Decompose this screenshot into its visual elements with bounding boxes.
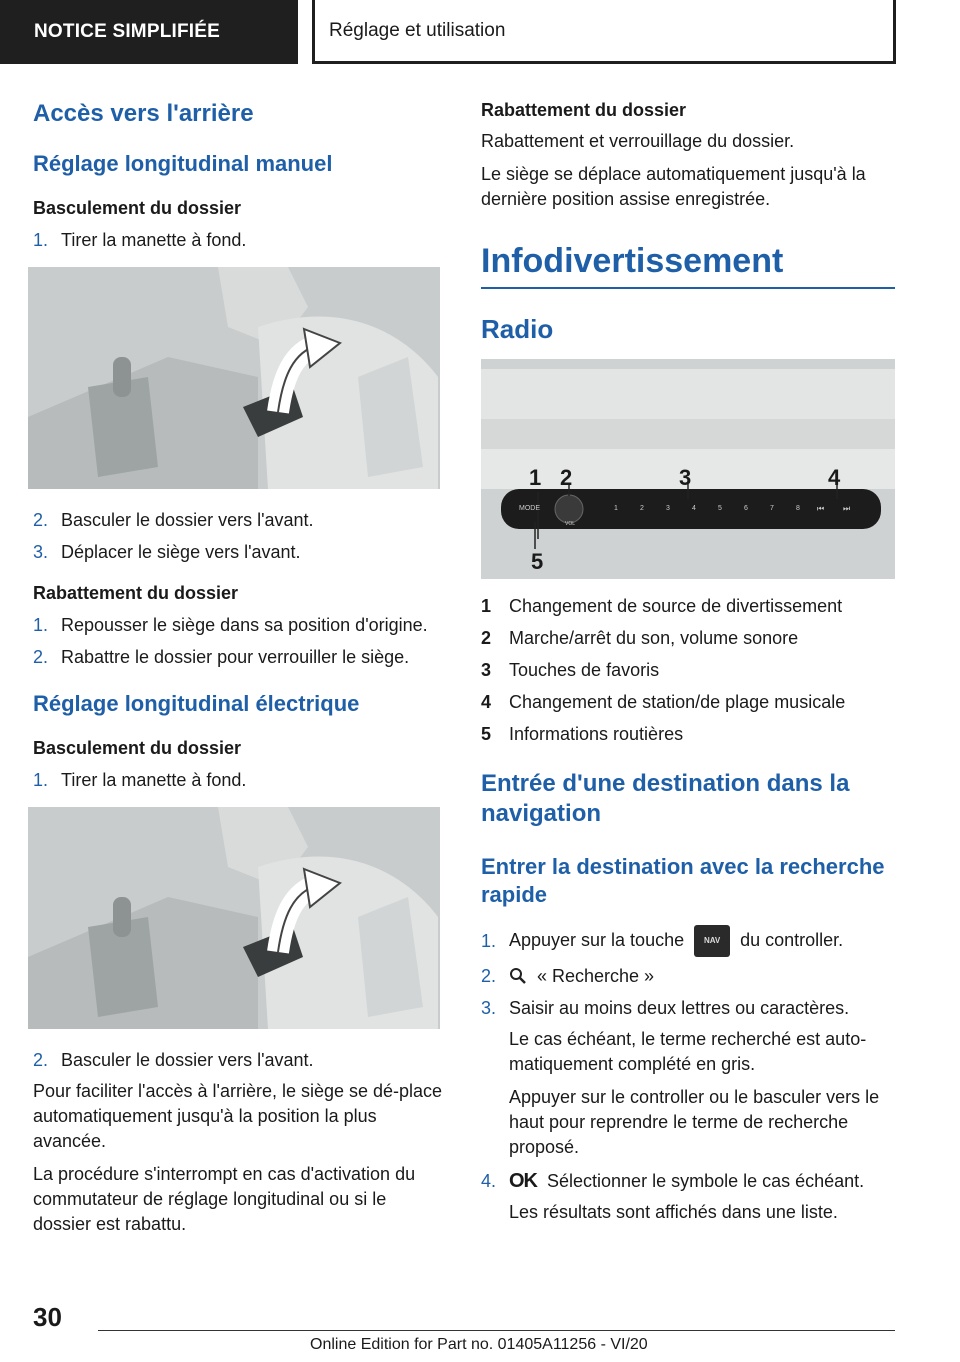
seat-illustration bbox=[28, 807, 440, 1029]
paragraph: Rabattement et verrouillage du dossier. bbox=[481, 131, 795, 151]
preset-label: 3 bbox=[666, 505, 670, 512]
paragraph: Pour faciliter l'accès à l'arrière, le siège se dé-place automatiquement jusqu'à la position la plus avancée. bbox=[33, 1081, 443, 1151]
legend-item: 4 Changement de station/de plage musicale bbox=[481, 692, 846, 712]
access-title: Accès vers l'arrière bbox=[33, 100, 254, 127]
paragraph: Appuyer sur le controller ou le basculer vers le haut pour reprendre le terme de recherche proposé. bbox=[509, 1087, 880, 1157]
section-title: NOTICE SIMPLIFIÉE bbox=[34, 21, 221, 42]
radio-label: 5 bbox=[531, 549, 544, 574]
vol-button-label: VOL bbox=[565, 521, 576, 527]
seat-image-2 bbox=[28, 807, 440, 1029]
nav-heading: Entrée d'une destination dans la navigation bbox=[481, 770, 850, 827]
seat-image-1 bbox=[28, 267, 440, 489]
preset-label: 6 bbox=[744, 505, 748, 512]
manual-heading: Réglage longitudinal manuel bbox=[33, 151, 333, 176]
fold-heading: Rabattement du dossier bbox=[481, 100, 687, 120]
radio-heading: Radio bbox=[481, 314, 554, 344]
step: 1. Tirer la manette à fond. bbox=[33, 770, 247, 790]
paragraph: Le cas échéant, le terme recherché est auto-matiquement complété en gris. bbox=[509, 1029, 867, 1074]
radio-label: 3 bbox=[679, 465, 692, 490]
tilt-heading: Basculement du dossier bbox=[33, 738, 242, 758]
paragraph: Le siège se déplace automatiquement jusqu'à la dernière position assise enregistrée. bbox=[481, 164, 866, 209]
step: 1. Appuyer sur la touche NAV du controller. bbox=[481, 925, 895, 957]
section-tab bbox=[0, 0, 298, 64]
electric-heading: Réglage longitudinal électrique bbox=[33, 691, 360, 716]
step: 1. Tirer la manette à fond. bbox=[33, 230, 247, 250]
page-number: 30 bbox=[33, 1302, 62, 1332]
chapter-tab bbox=[312, 0, 896, 64]
left-column bbox=[33, 100, 445, 1245]
radio-label: 2 bbox=[560, 465, 573, 490]
footer-divider bbox=[98, 1330, 895, 1331]
infotainment-title: Infodivertissement bbox=[481, 242, 895, 289]
paragraph: La procédure s'interrompt en cas d'activation du commutateur de réglage longitudinal ou si le dossier est rabattu. bbox=[33, 1164, 416, 1234]
legend-item: 3 Touches de favoris bbox=[481, 660, 660, 680]
step: 4. OK Sélectionner le symbole le cas échéant. bbox=[481, 1170, 865, 1192]
radio-label: 4 bbox=[828, 465, 841, 490]
preset-label: 2 bbox=[640, 505, 644, 512]
step: 2. Basculer le dossier vers l'avant. bbox=[33, 1050, 314, 1070]
step: 3. Déplacer le siège vers l'avant. bbox=[33, 542, 301, 562]
chapter-title: Réglage et utilisation bbox=[329, 19, 506, 41]
paragraph: Les résultats sont affichés dans une liste. bbox=[509, 1202, 838, 1222]
preset-label: 1 bbox=[614, 505, 618, 512]
search-icon bbox=[509, 967, 527, 985]
step: 2. Rabattre le dossier pour verrouiller le siège. bbox=[33, 647, 410, 667]
step: 2. « Recherche » bbox=[481, 966, 655, 986]
preset-label: 8 bbox=[796, 505, 800, 512]
legend-item: 2 Marche/arrêt du son, volume sonore bbox=[481, 628, 799, 648]
radio-label: 1 bbox=[529, 465, 542, 490]
ok-icon: OK bbox=[509, 1170, 537, 1192]
prev-track-label: ⏮ bbox=[817, 504, 825, 513]
right-column bbox=[481, 100, 895, 1233]
quick-search-heading: Entrer la destination avec la recherche rapide bbox=[481, 854, 885, 907]
step: 2. Basculer le dossier vers l'avant. bbox=[33, 510, 314, 530]
radio-image bbox=[481, 359, 895, 579]
preset-label: 5 bbox=[718, 505, 722, 512]
preset-label: 4 bbox=[692, 505, 696, 512]
seat-illustration bbox=[28, 267, 440, 489]
step: 1. Repousser le siège dans sa position d'origine. bbox=[33, 615, 428, 635]
edition-text: Online Edition for Part no. 01405A11256 - VI/20 bbox=[310, 1336, 648, 1353]
fold-heading: Rabattement du dossier bbox=[33, 583, 239, 603]
preset-label: 7 bbox=[770, 505, 774, 512]
next-track-label: ⏭ bbox=[843, 504, 851, 513]
legend-item: 5 Informations routières bbox=[481, 724, 684, 744]
step: 3. Saisir au moins deux lettres ou caractères. bbox=[481, 998, 850, 1018]
mode-button-label: MODE bbox=[519, 505, 540, 512]
tilt-heading: Basculement du dossier bbox=[33, 198, 242, 218]
legend-item: 1 Changement de source de divertissement bbox=[481, 596, 843, 616]
nav-key-icon: NAV bbox=[694, 925, 730, 957]
